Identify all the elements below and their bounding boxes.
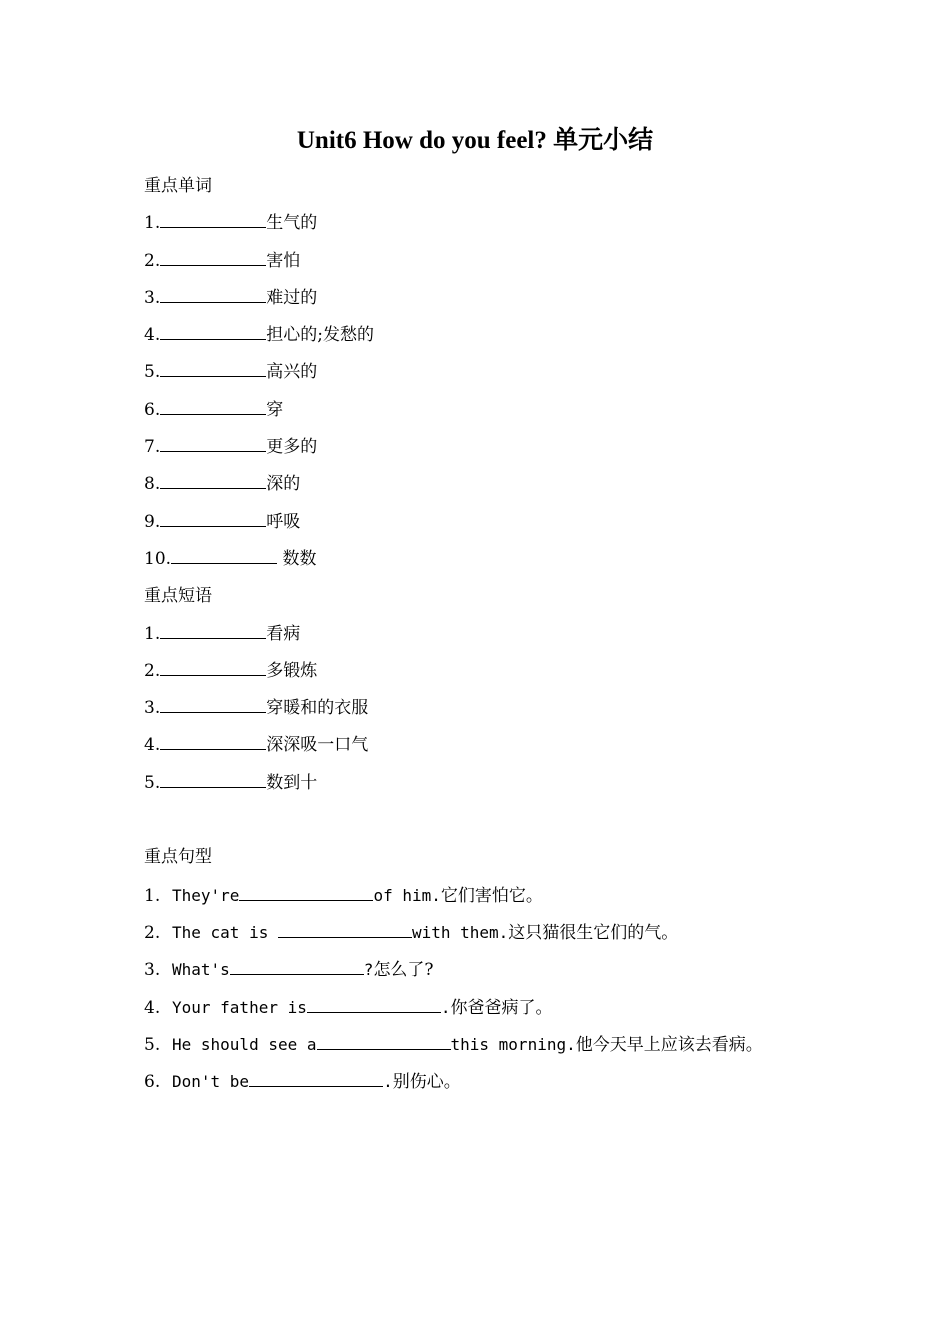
phrase-item: [144, 616, 844, 653]
sentence-translation: 他今天早上应该去看病。: [575, 1034, 763, 1055]
page-title: Unit6 How do you feel? 单元小结: [296, 127, 654, 154]
item-meaning: 呼吸: [266, 511, 301, 532]
item-number: 4.: [144, 735, 161, 756]
item-number: 3.: [144, 698, 161, 719]
item-meaning: 多锻炼: [266, 660, 318, 681]
sentence-before: They're: [172, 885, 240, 905]
worksheet-body: [144, 168, 844, 1100]
answer-blank[interactable]: [160, 288, 266, 303]
phrase-item: [144, 765, 844, 802]
word-item: [144, 243, 844, 280]
item-meaning: 更多的: [266, 437, 318, 458]
item-meaning: 生气的: [266, 213, 318, 234]
item-meaning: 穿暖和的衣服: [266, 698, 369, 719]
item-meaning: 看病: [266, 623, 301, 644]
item-number: 2.: [144, 922, 161, 943]
word-item: [144, 280, 844, 317]
word-item: [144, 504, 844, 541]
sentence-after: with them.: [411, 922, 509, 942]
answer-blank[interactable]: [307, 998, 441, 1013]
item-number: 9.: [144, 511, 161, 532]
sentence-before: Don't be: [172, 1072, 250, 1092]
sentence-item: [144, 989, 844, 1026]
answer-blank[interactable]: [160, 512, 266, 527]
item-number: 1.: [144, 885, 161, 906]
item-number: 1.: [144, 213, 161, 234]
item-number: 1.: [144, 623, 161, 644]
sentence-after: .: [383, 1072, 393, 1092]
word-item: [144, 317, 844, 354]
section-spacer: [144, 802, 844, 839]
sentence-item: [144, 877, 844, 914]
answer-blank[interactable]: [160, 661, 266, 676]
sentence-item: [144, 951, 844, 988]
phrase-item: [144, 690, 844, 727]
word-item: [144, 205, 844, 242]
item-number: 6.: [144, 399, 161, 420]
sentence-before: What's: [172, 960, 230, 980]
answer-blank[interactable]: [160, 362, 266, 377]
answer-blank[interactable]: [317, 1035, 451, 1050]
word-item: [144, 392, 844, 429]
sentence-translation: 你爸爸病了。: [450, 997, 553, 1018]
item-meaning: 难过的: [266, 287, 318, 308]
word-item: [144, 429, 844, 466]
sentence-after: of him.: [373, 885, 441, 905]
sentence-translation: 这只猫很生它们的气。: [508, 922, 679, 943]
word-item: [144, 541, 844, 578]
word-item: [144, 466, 844, 503]
item-meaning: 害怕: [266, 250, 301, 271]
item-meaning: 担心的;发愁的: [266, 325, 374, 346]
answer-blank[interactable]: [160, 735, 266, 750]
sentence-translation: 别伤心。: [392, 1072, 461, 1093]
item-number: 8.: [144, 474, 161, 495]
item-number: 4.: [144, 997, 161, 1018]
answer-blank[interactable]: [239, 886, 373, 901]
item-number: 5.: [144, 772, 161, 793]
sentence-after: .: [440, 997, 451, 1017]
item-number: 10.: [144, 548, 172, 569]
answer-blank[interactable]: [160, 213, 266, 228]
sentence-before: He should see a: [172, 1034, 317, 1054]
answer-blank[interactable]: [160, 251, 266, 266]
answer-blank[interactable]: [160, 325, 266, 340]
answer-blank[interactable]: [230, 960, 364, 975]
answer-blank[interactable]: [160, 400, 266, 415]
answer-blank[interactable]: [160, 773, 266, 788]
item-number: 3.: [144, 960, 161, 981]
item-number: 6.: [144, 1072, 161, 1093]
answer-blank[interactable]: [160, 437, 266, 452]
item-number: 4.: [144, 325, 161, 346]
answer-blank[interactable]: [278, 923, 412, 938]
item-meaning: 深的: [266, 474, 301, 495]
sentence-translation: 怎么了?: [373, 960, 434, 981]
sentence-before: Your father is: [172, 997, 307, 1017]
word-item: [144, 354, 844, 391]
sentence-translation: 它们害怕它。: [440, 885, 543, 906]
item-number: 5.: [144, 362, 161, 383]
sentence-item: [144, 914, 844, 951]
answer-blank[interactable]: [160, 624, 266, 639]
item-meaning: 深深吸一口气: [266, 735, 369, 756]
answer-blank[interactable]: [160, 474, 266, 489]
answer-blank[interactable]: [160, 698, 266, 713]
item-meaning: 高兴的: [266, 362, 318, 383]
item-meaning: 数数: [282, 548, 317, 569]
words-heading: 重点单词: [144, 176, 212, 196]
item-number: 3.: [144, 287, 161, 308]
sentence-after: this morning.: [450, 1034, 576, 1054]
phrase-item: [144, 653, 844, 690]
answer-blank[interactable]: [171, 549, 277, 564]
sentences-heading: 重点句型: [144, 847, 212, 868]
item-meaning: 数到十: [266, 772, 318, 793]
item-number: 2.: [144, 250, 161, 271]
sentence-item: [144, 1026, 844, 1063]
sentence-item: [144, 1063, 844, 1100]
item-meaning: 穿: [266, 399, 284, 420]
sentence-after: ?: [363, 960, 374, 980]
item-number: 2.: [144, 660, 161, 681]
phrase-item: [144, 727, 844, 764]
answer-blank[interactable]: [249, 1072, 383, 1087]
sentence-before: The cat is: [172, 922, 278, 942]
item-number: 5.: [144, 1034, 161, 1055]
phrases-heading: 重点短语: [144, 586, 212, 607]
item-number: 7.: [144, 437, 161, 458]
